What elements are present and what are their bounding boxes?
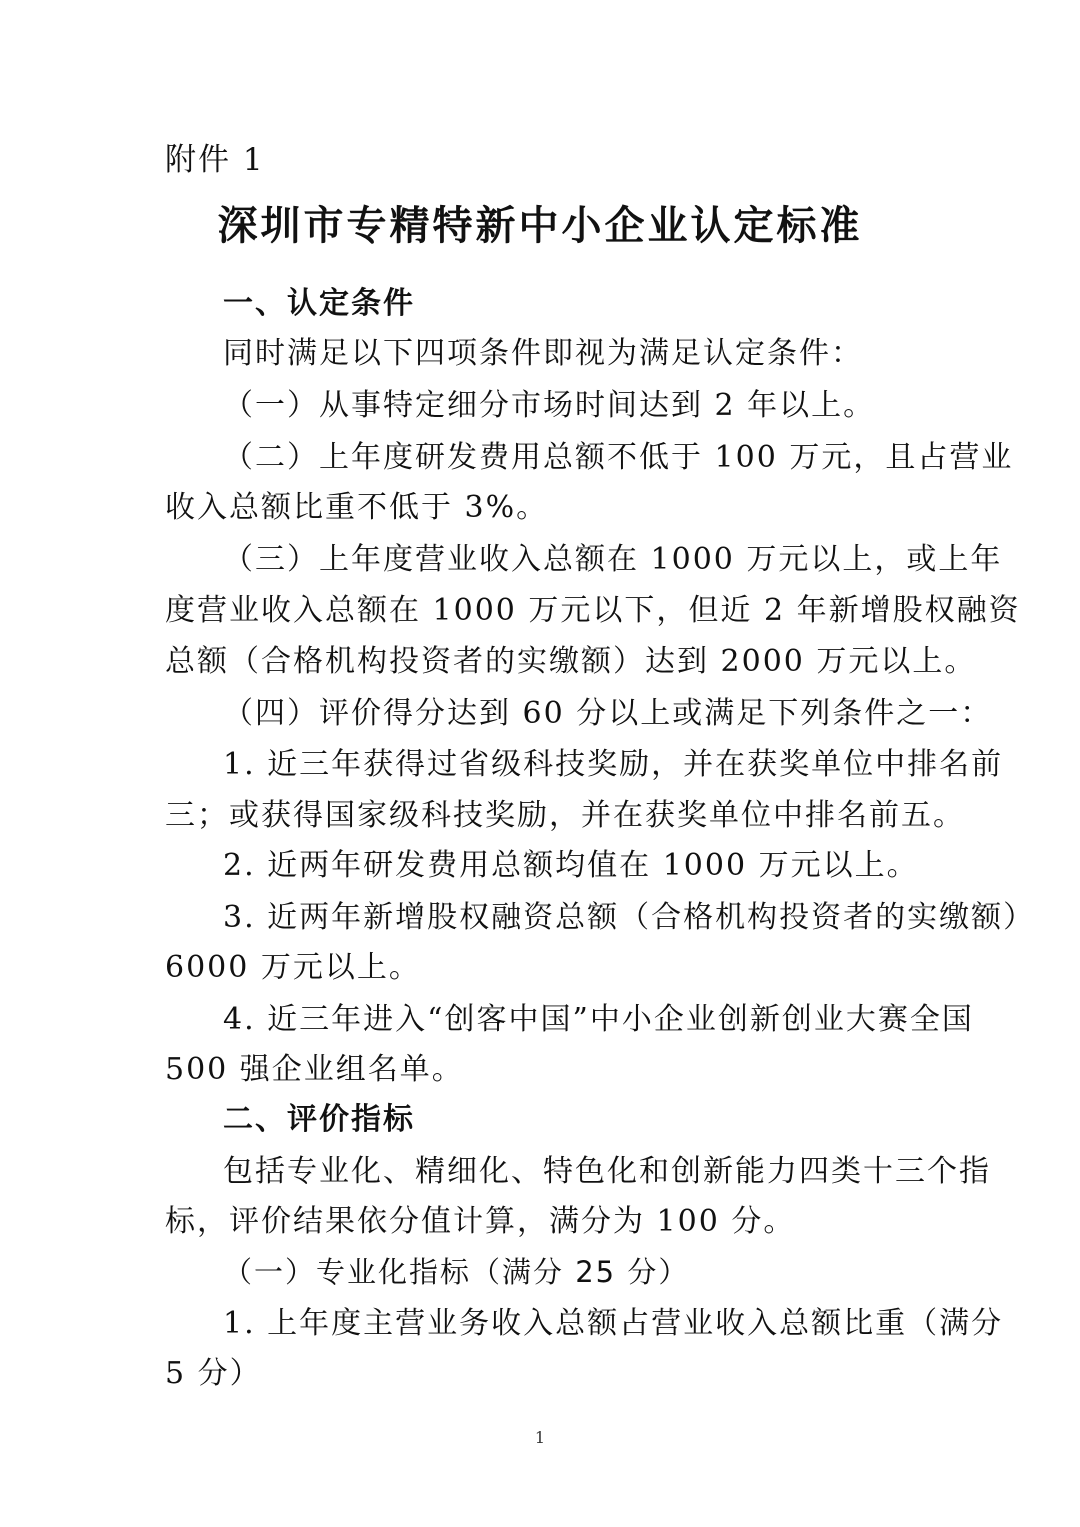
section1-heading: 一、认定条件	[223, 286, 415, 321]
condition-1: （一）从事特定细分市场时间达到 2 年以上。	[223, 388, 876, 423]
subsection1-item-1-line-2: 5 分）	[165, 1356, 262, 1391]
section2-line-1: 包括专业化、精细化、特色化和创新能力四类十三个指	[223, 1154, 991, 1189]
item-3-line-1: 3. 近两年新增股权融资总额（合格机构投资者的实缴额）	[223, 900, 1036, 935]
item-3-line-2: 6000 万元以上。	[165, 950, 421, 985]
condition-3-line-2: 度营业收入总额在 1000 万元以下，但近 2 年新增股权融资	[165, 593, 1021, 628]
item-1-line-2: 三；或获得国家级科技奖励，并在获奖单位中排名前五。	[165, 798, 965, 833]
section2-line-2: 标，评价结果依分值计算，满分为 100 分。	[165, 1204, 796, 1239]
section2-heading: 二、评价指标	[223, 1102, 415, 1137]
page-number: 1	[534, 1428, 546, 1447]
document-title: 深圳市专精特新中小企业认定标准	[217, 202, 863, 249]
condition-3-line-1: （三）上年度营业收入总额在 1000 万元以上，或上年	[223, 542, 1003, 577]
condition-3-line-3: 总额（合格机构投资者的实缴额）达到 2000 万元以上。	[165, 644, 977, 679]
condition-2-line-1: （二）上年度研发费用总额不低于 100 万元，且占营业	[223, 440, 1014, 475]
attachment-label: 附件 1	[165, 142, 265, 178]
item-4-line-2: 500 强企业组名单。	[165, 1052, 464, 1087]
section1-intro: 同时满足以下四项条件即视为满足认定条件：	[223, 336, 863, 371]
condition-2-line-2: 收入总额比重不低于 3%。	[165, 490, 549, 525]
item-4-line-1: 4. 近三年进入“创客中国”中小企业创新创业大赛全国	[223, 1002, 974, 1037]
subsection1-item-1-line-1: 1. 上年度主营业务收入总额占营业收入总额比重（满分	[223, 1306, 1004, 1341]
item-2: 2. 近两年研发费用总额均值在 1000 万元以上。	[223, 848, 919, 883]
subsection1-heading: （一）专业化指标（满分 25 分）	[223, 1255, 690, 1289]
condition-4: （四）评价得分达到 60 分以上或满足下列条件之一：	[223, 696, 993, 731]
item-1-line-1: 1. 近三年获得过省级科技奖励，并在获奖单位中排名前	[223, 747, 1004, 782]
